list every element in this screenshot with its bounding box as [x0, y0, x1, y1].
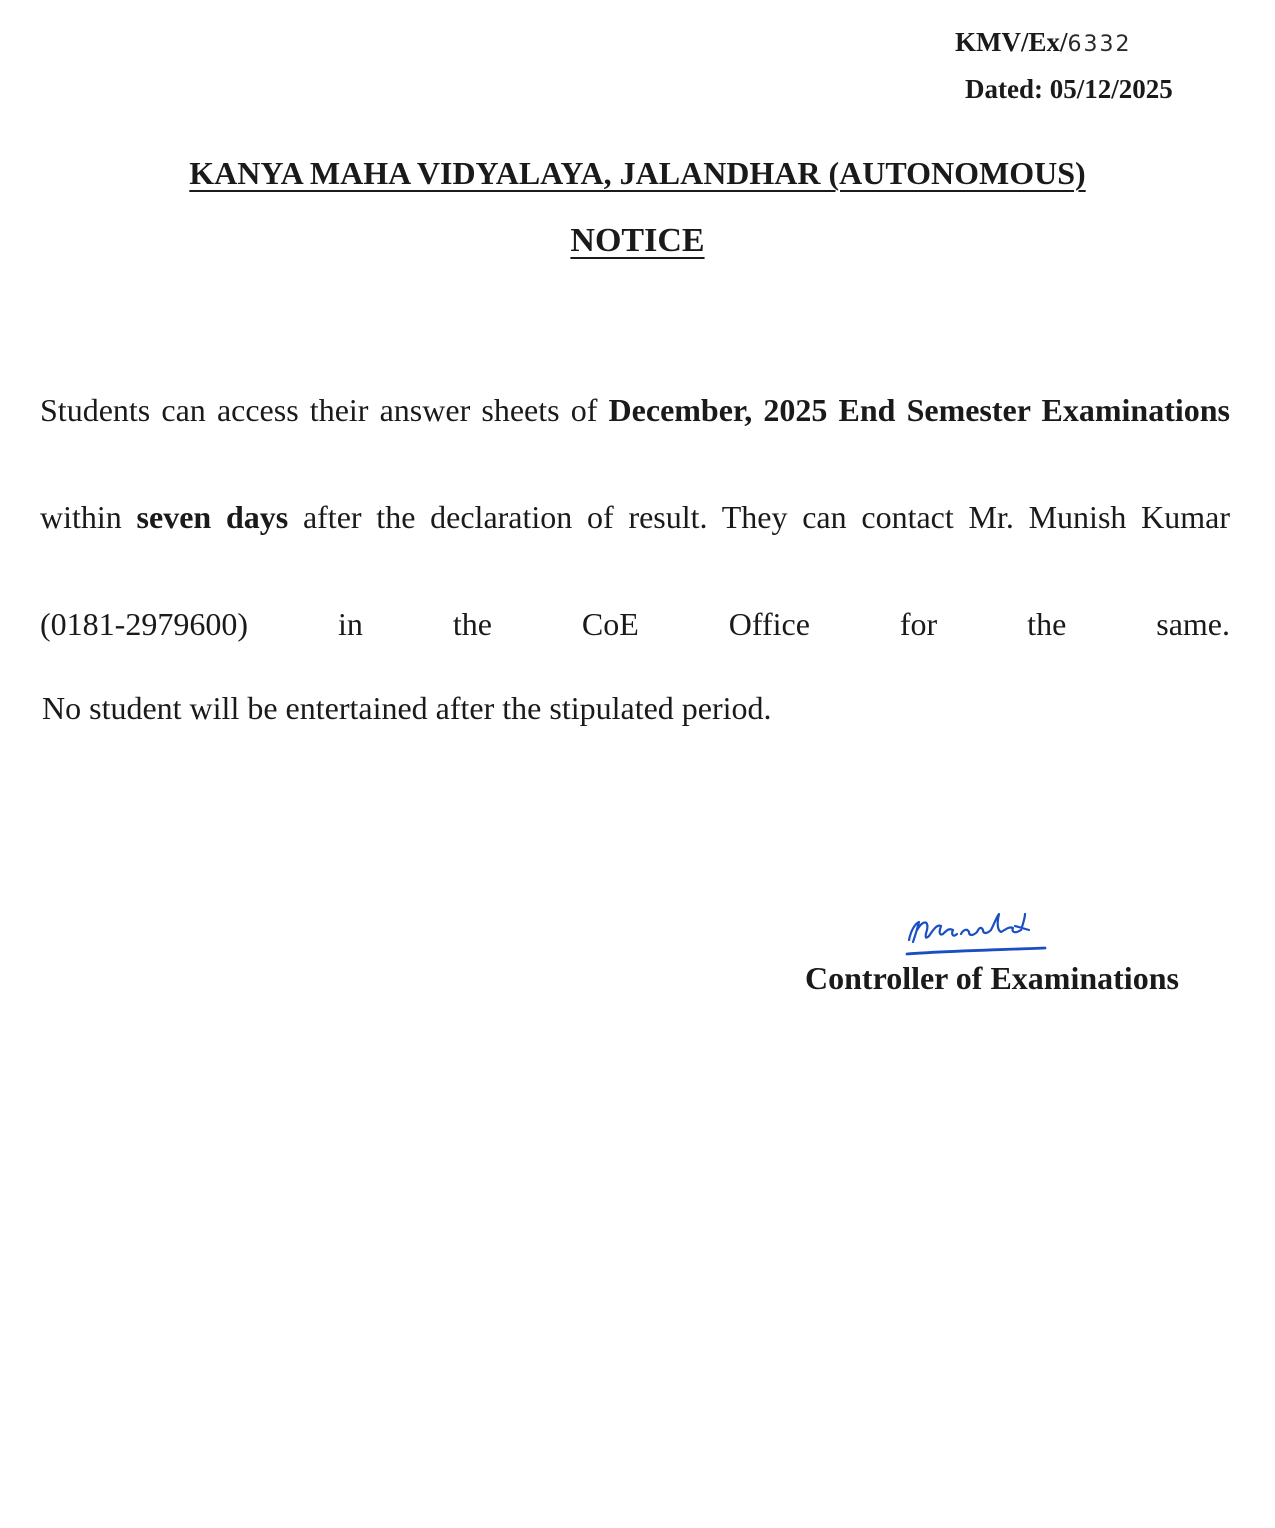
notice-heading — [0, 222, 1275, 260]
body-text-2: within — [40, 499, 137, 535]
signature-image — [895, 900, 1055, 960]
body-text-3: after the declaration of result. They can contact Mr. Munish Kumar (0181-2979600) in the CoE Office for the same. — [40, 499, 1230, 642]
body-exam-name: December, 2025 End Semester Examinations — [608, 392, 1231, 428]
notice-date: Dated: 05/12/2025 — [965, 74, 1173, 104]
signature-strokes — [907, 914, 1045, 954]
reference-prefix: KMV/Ex/ — [955, 27, 1068, 57]
institution-heading — [0, 155, 1275, 192]
notice-body — [40, 357, 1230, 678]
signatory-title: Controller of Examinations — [805, 960, 1179, 996]
closing-statement: No student will be entertained after the stipulated period. — [42, 690, 772, 726]
body-deadline: seven days — [136, 499, 289, 535]
body-text-1: Students can access their answer sheets of — [40, 392, 609, 428]
reference-line — [955, 20, 1173, 67]
institution-name: KANYA MAHA VIDYALAYA, JALANDHAR (AUTONOMOUS) — [189, 155, 1086, 191]
notice-title: NOTICE — [570, 222, 705, 259]
reference-number: 6332 — [1067, 32, 1132, 57]
reference-block — [955, 20, 1173, 111]
